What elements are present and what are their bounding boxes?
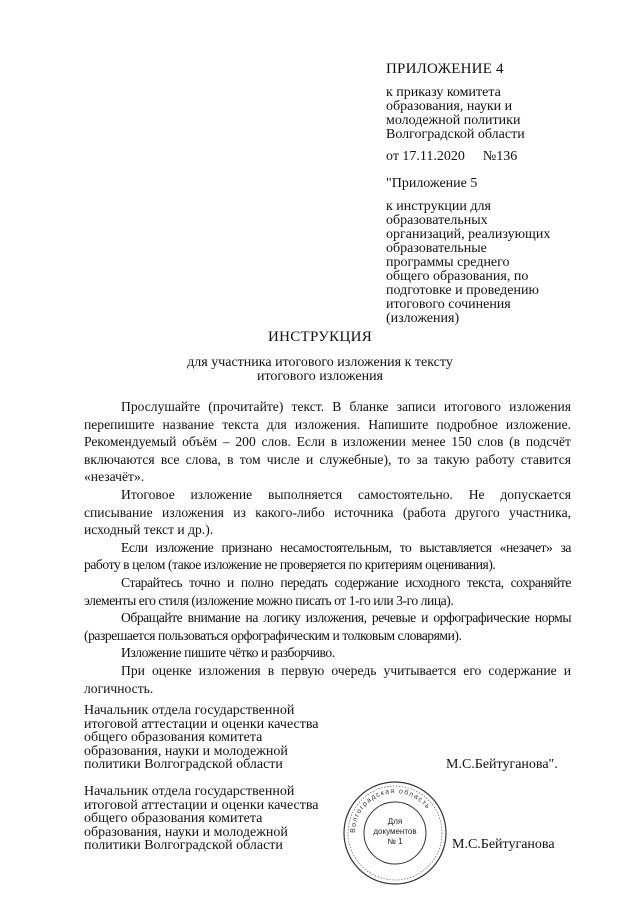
- instruction-line: итогового сочинения: [386, 297, 511, 312]
- position-line: Начальник отдела государственной: [84, 703, 295, 718]
- instruction-line: (изложения): [386, 311, 460, 326]
- body-paragraph: Обращайте внимание на логику изложения, речевые и орфографические нормы (разрешается пользоваться орфографическим и толковым словарями).: [84, 610, 571, 643]
- signer-name-2: М.С.Бейтуганова: [452, 837, 555, 852]
- body-paragraph: Изложение пишите чётко и разборчиво.: [121, 645, 335, 661]
- order-line: Волгоградской области: [386, 127, 525, 142]
- signature-position-1: [84, 704, 354, 772]
- stamp-seal-icon: [340, 778, 450, 888]
- instruction-line: подготовке и проведению: [386, 283, 539, 298]
- position-line: итоговой аттестации и оценки качества: [84, 797, 319, 813]
- stamp-inner-text: № 1: [387, 837, 403, 846]
- order-number: №136: [482, 149, 518, 164]
- position-line: Начальник отдела государственной: [84, 784, 295, 799]
- stamp-ring-text: Волгоградская область: [349, 787, 432, 834]
- position-line: образования, науки и молодежной: [84, 743, 288, 759]
- signer-name-1: М.С.Бейтуганова".: [446, 757, 558, 772]
- position-line: политики Волгоградской области: [84, 838, 283, 854]
- appendix-title: ПРИЛОЖЕНИЕ 4: [386, 61, 504, 77]
- position-line: политики Волгоградской области: [84, 757, 283, 773]
- body-paragraph: Итоговое изложение выполняется самостоятельно. Не допускается списывание изложения из какого-либо источника (работа другого участника, исходный текст и др.).: [84, 486, 571, 538]
- order-date: от 17.11.2020: [386, 149, 465, 164]
- body-paragraph: Старайтесь точно и полно передать содержание исходного текста, сохраняйте элементы его стиля (изложение можно писать от 1-го или 3-го лица).: [84, 574, 571, 608]
- position-line: общего образования комитета: [84, 811, 263, 827]
- stamp-inner-text: Для: [387, 817, 403, 826]
- official-stamp: [340, 778, 450, 888]
- instruction-line: общего образования, по: [386, 269, 529, 284]
- appendix5-title: "Приложение 5: [386, 176, 478, 191]
- subtitle-line: для участника итогового изложения к тексту: [187, 355, 453, 370]
- instruction-line: организаций, реализующих: [386, 227, 551, 242]
- stamp-inner-text: документов: [373, 827, 417, 836]
- body-paragraph: Если изложение признано несамостоятельным, то выставляется «незачет» за работу в целом (такое изложение не проверяется по критериям оценивания).: [84, 539, 571, 573]
- order-line: к приказу комитета: [386, 85, 501, 100]
- document-subtitle: [0, 356, 640, 384]
- instruction-line: образовательные: [386, 241, 487, 256]
- instruction-line: образовательных: [386, 213, 488, 228]
- signature-position-2: [84, 785, 354, 853]
- body-paragraph: При оценке изложения в первую очередь учитывается его содержание и логичность.: [84, 662, 571, 696]
- order-line: молодежной политики: [386, 113, 521, 128]
- order-date-line: [386, 150, 517, 164]
- instruction-line: программы среднего: [386, 255, 510, 270]
- position-line: общего образования комитета: [84, 730, 263, 746]
- body-paragraph: Прослушайте (прочитайте) текст. В бланке записи итогового изложения перепишите название текста для изложения. Напишите подробное изложение. Рекомендуемый объём – 200 слов. Если в изложении менее 150 слов (в подсчёт включаются все слова, в том числе и служебные), то за такую работу ставится «незачёт».: [84, 399, 571, 485]
- position-line: итоговой аттестации и оценки качества: [84, 716, 319, 732]
- instruction-line: к инструкции для: [386, 199, 491, 214]
- order-reference: [386, 86, 586, 142]
- instruction-body: [84, 398, 571, 697]
- position-line: образования, науки и молодежной: [84, 824, 288, 840]
- order-line: образования, науки и: [386, 99, 513, 114]
- subtitle-line: итогового изложения: [256, 369, 383, 384]
- document-title: ИНСТРУКЦИЯ: [267, 329, 373, 345]
- instruction-reference: [386, 200, 586, 326]
